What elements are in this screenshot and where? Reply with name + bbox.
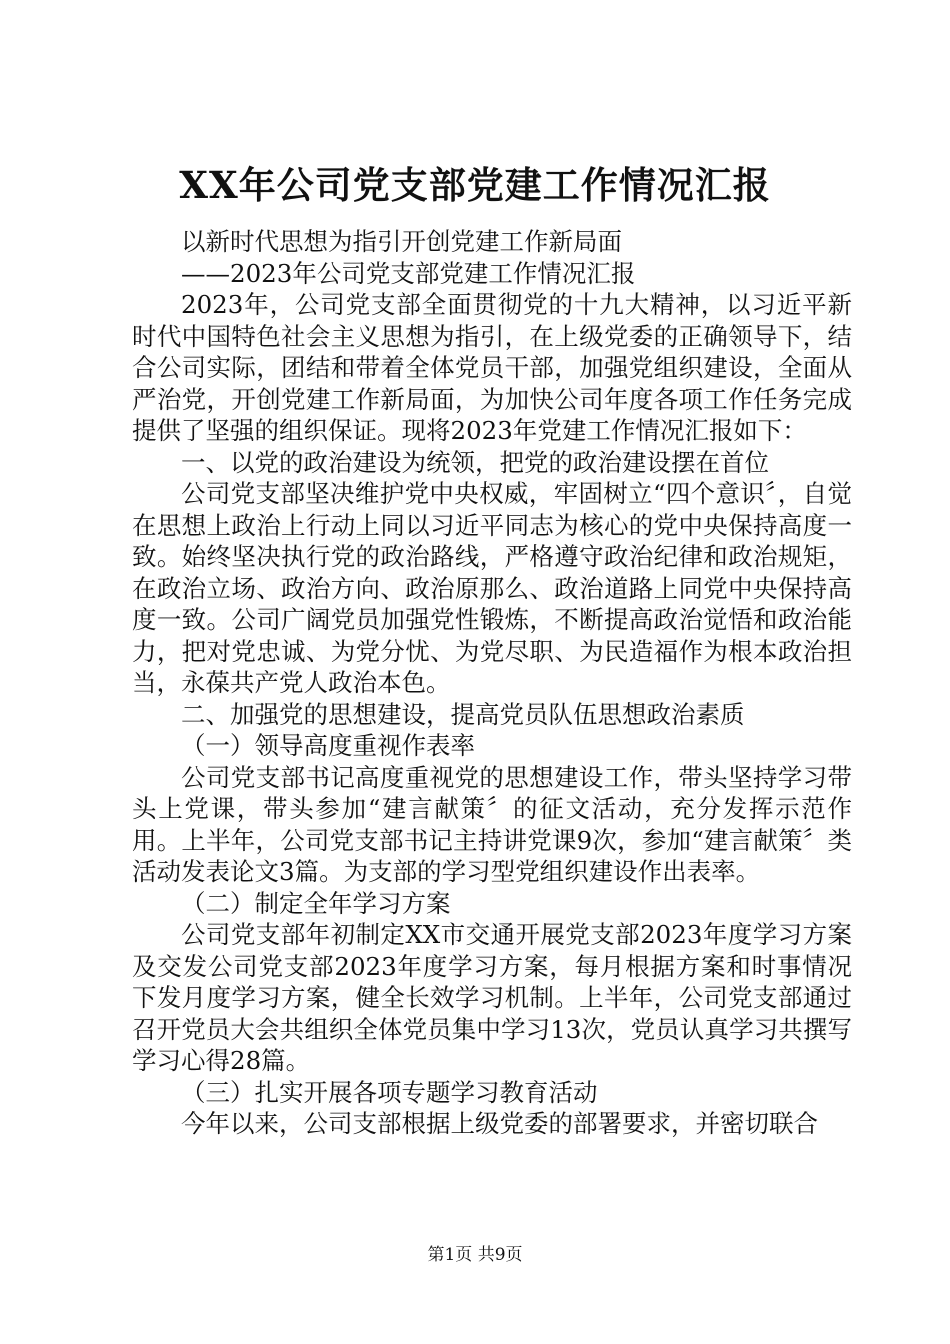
- subtitle-line: ——2023年公司党支部党建工作情况汇报: [181, 258, 636, 288]
- body-paragraph: 公司党支部坚决维护党中央权威，牢固树立“四个意识〞，自觉在思想上政治上行动上同以习近平同志为核心的党中央保持高度一致。始终坚决执行党的政治路线，严格遵守政治纪律和政治规矩，在政治立场、政治方向、政治原那么、政治道路上同党中央保持高度一致。公司广阔党员加强党性锻炼，不断提高政治觉悟和政治能力，把对党忠诚、为党分忧、为党尽职、为民造福作为根本政治担当，永葆共产党人政治本色。: [132, 479, 852, 697]
- page-number: 第1页 共9页: [427, 1245, 523, 1265]
- section-heading: 一、以党的政治建设为统领，把党的政治建设摆在首位: [181, 447, 769, 477]
- document-title: XX年公司党支部党建工作情况汇报: [179, 163, 771, 207]
- section-heading: 二、加强党的思想建设，提高党员队伍思想政治素质: [181, 699, 745, 729]
- body-paragraph: 2023年，公司党支部全面贯彻党的十九大精神，以习近平新时代中国特色社会主义思想为指引，在上级党委的正确领导下，结合公司实际，团结和带着全体党员干部，加强党组织建设，全面从严治党，开创党建工作新局面，为加快公司年度各项工作任务完成提供了坚强的组织保证。现将2023年党建工作情况汇报如下：: [132, 290, 852, 445]
- subsection-heading: （一）领导高度重视作表率: [181, 731, 475, 760]
- body-paragraph: 今年以来，公司支部根据上级党委的部署要求，并密切联合: [181, 1109, 818, 1138]
- subsection-heading: （三）扎实开展各项专题学习教育活动: [181, 1077, 598, 1107]
- subsection-heading: （二）制定全年学习方案: [181, 888, 451, 918]
- body-paragraph: 公司党支部书记高度重视党的思想建设工作，带头坚持学习带头上党课，带头参加“建言献策〞的征文活动，充分发挥示范作用。上半年，公司党支部书记主持讲党课9次，参加“建言献策〞类活动发表论文3篇。为支部的学习型党组织建设作出表率。: [132, 762, 852, 886]
- body-paragraph: 公司党支部年初制定XX市交通开展党支部2023年度学习方案及交发公司党支部2023年度学习方案，每月根据方案和时事情况下发月度学习方案，健全长效学习机制。上半年，公司党支部通过召开党员大会共组织全体党员集中学习13次，党员认真学习共撰写学习心得28篇。: [132, 920, 852, 1075]
- document-body: [132, 226, 852, 1140]
- subtitle-line: 以新时代思想为指引开创党建工作新局面: [181, 227, 622, 256]
